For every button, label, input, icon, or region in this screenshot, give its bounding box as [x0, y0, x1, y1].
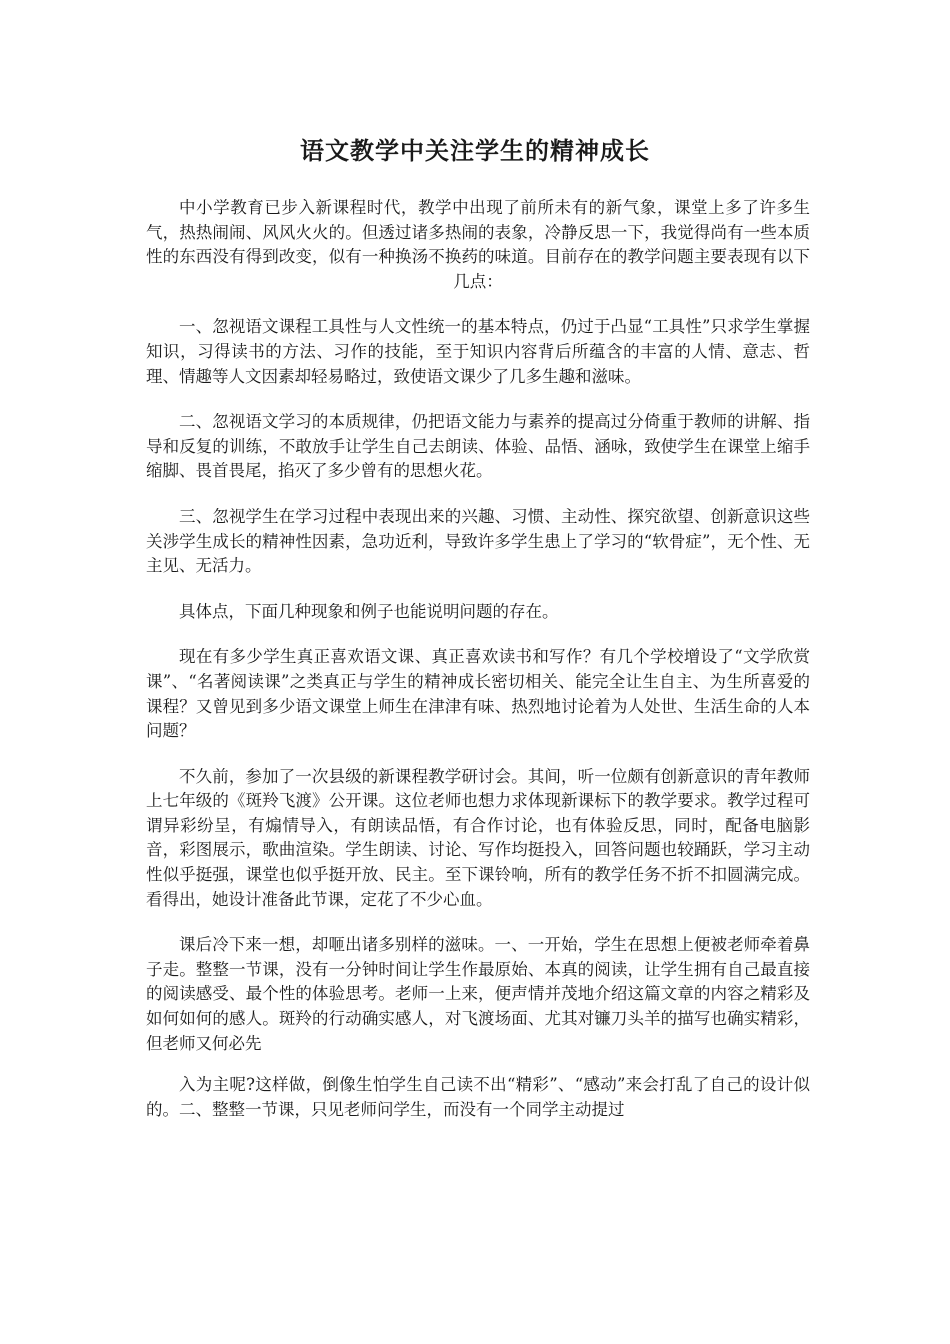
- paragraph-questions: 现在有多少学生真正喜欢语文课、真正喜欢读书和写作？有几个学校增设了“文学欣赏课”、“名著阅读课”之类真正与学生的精神成长密切相关、能完全让生自主、为生所喜爱的课程？又曾见到多少语文课堂上师生在津津有味、热烈地讨论着为人处世、生活生命的人本问题？: [146, 647, 810, 741]
- paragraph-continuation: 入为主呢?这样做，倒像生怕学生自己读不出“精彩”、“感动”来会打乱了自己的设计似的。二、整整一节课，只见老师问学生，而没有一个同学主动提过: [146, 1075, 810, 1119]
- document-title: 语文教学中关注学生的精神成长: [300, 136, 650, 165]
- paragraph-reflection: 课后冷下来一想，却咂出诸多别样的滋味。一、一开始，学生在思想上便被老师牵着鼻子走。整整一节课，没有一分钟时间让学生作最原始、本真的阅读，让学生拥有自己最直接的阅读感受、最个性的体验思考。老师一上来，便声情并茂地介绍这篇文章的内容之精彩及如何如何的感人。斑羚的行动确实感人，对飞渡场面、尤其对镰刀头羊的描写也确实精彩，但老师又何必先: [146, 935, 810, 1053]
- paragraph-specifics: 具体点，下面几种现象和例子也能说明问题的存在。: [179, 601, 559, 621]
- document-body: [146, 196, 810, 1143]
- paragraph-intro: 中小学教育已步入新课程时代，教学中出现了前所未有的新气象，课堂上多了许多生气，热热闹闹、风风火火的。但透过诸多热闹的表象，冷静反思一下，我觉得尚有一些本质性的东西没有得到改变，似有一种换汤不换药的味道。目前存在的教学问题主要表现有以下几点：: [146, 198, 810, 291]
- paragraph-point-1: 一、忽视语文课程工具性与人文性统一的基本特点，仍过于凸显“工具性”只求学生掌握知识，习得读书的方法、习作的技能，至于知识内容背后所蕴含的丰富的人情、意志、哲理、情趣等人文因素却轻易略过，致使语文课少了几多生趣和滋味。: [146, 317, 810, 386]
- paragraph-point-3: 三、忽视学生在学习过程中表现出来的兴趣、习惯、主动性、探究欲望、创新意识这些关涉学生成长的精神性因素，急功近利，导致许多学生患上了学习的“软骨症”，无个性、无主见、无活力。: [146, 506, 810, 576]
- paragraph-seminar: 不久前，参加了一次县级的新课程教学研讨会。其间，听一位颇有创新意识的青年教师上七年级的《斑羚飞渡》公开课。这位老师也想力求体现新课标下的教学要求。教学过程可谓异彩纷呈，有煽情导入，有朗读品悟，有合作讨论，也有体验反思，同时，配备电脑影音，彩图展示，歌曲渲染。学生朗读、讨论、写作均挺投入，回答问题也较踊跃，学习主动性似乎挺强，课堂也似乎挺开放、民主。至下课铃响，所有的教学任务不折不扣圆满完成。看得出，她设计准备此节课，定花了不少心血。: [146, 766, 810, 909]
- paragraph-point-2: 二、忽视语文学习的本质规律，仍把语文能力与素养的提高过分倚重于教师的讲解、指导和反复的训练，不敢放手让学生自己去朗读、体验、品悟、涵咏，致使学生在课堂上缩手缩脚、畏首畏尾，掐灭了多少曾有的思想火花。: [146, 412, 810, 481]
